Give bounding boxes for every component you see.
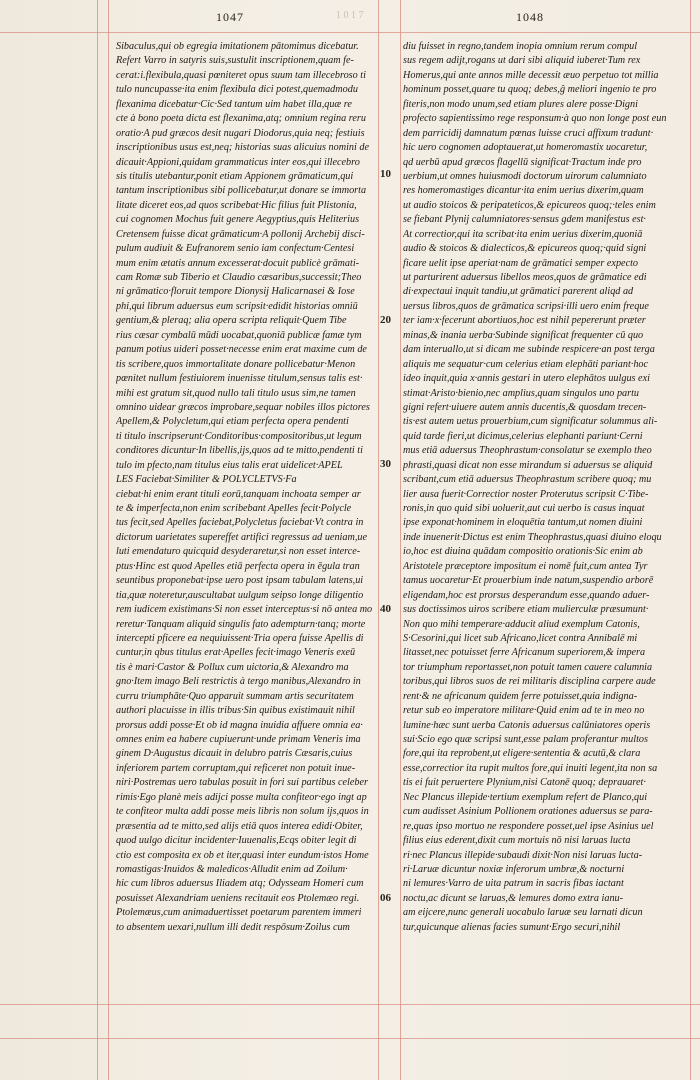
text-line: conditores dicuntur·In libellis,ijs,quos ad te mitto,pendenti ti	[116, 445, 363, 457]
text-line: At correctior,qui ita scribat·ita enim uerius dixerim,quoniā	[403, 228, 643, 240]
text-line: profecto sapientissimo rege responsum·à quo non longe post eun	[403, 113, 667, 125]
text-line: tis è mari·Castor & Pollux cum uictoria,& Alexandro ma	[116, 661, 349, 673]
text-line: hic cum libros aduersus Iliadem atq; Odysseam Homeri cum	[116, 878, 364, 890]
left-text-column	[116, 40, 374, 935]
text-line: eligendam,hoc est prorsus desperandum esse,quando aduer-	[403, 589, 650, 601]
text-line: tia,quæ noteretur,auscultabat uulgum seipso longe diligentio	[116, 589, 364, 601]
text-line: sus regem adijt,rogans ut dari sibi aliquid iuberet·Tum rex	[403, 55, 641, 67]
text-line: litasset,nec potuisset ferre Africanum superiorem,& impera	[403, 647, 646, 659]
text-line: tulo nuncupasse·ita enim flexibula dici potest,quemadmodu	[116, 84, 358, 96]
text-line: Aristotele præceptore impositum ei nomē fuit,cum antea Tyr	[403, 560, 648, 572]
text-line: to absentem uexari,nullum illi dedit respōsum·Zoilus cum	[116, 921, 350, 933]
text-line: inde inuenerit·Dictus est enim Theophrastus,quasi diuino eloqu	[403, 531, 662, 543]
text-line: cam Romæ sub Tiberio et Claudio cæsaribus,successit;Theo	[116, 272, 362, 283]
text-line: ri·nec Plancus illepide·subaudi dixit·Non nisi laruas lucta-	[403, 849, 643, 861]
text-line: cum audisset Asinium Pollionem orationes aduersus se para-	[403, 806, 653, 818]
text-line: esse,correctior ita rupit multos fore,qui inuiti legent,ita non sa	[403, 762, 658, 774]
text-line: dem parricidij damnatum pœnas luisse cruci affixum tradunt·	[403, 127, 654, 139]
text-line: tantum inscriptionibus sibi pollicebatur,ut donare se immorta	[116, 185, 367, 197]
text-line: mus etiā aduersus Theophrastum·consolatur se exemplo theo	[403, 445, 652, 457]
ruling-line	[400, 0, 401, 1080]
text-line: omnino uidear græcos improbare,sequar nobiles illos pictores	[116, 401, 370, 413]
text-line: lier ausa fuerit·Correctior noster Proterutus scripsit C·Tibe-	[403, 488, 649, 500]
text-line: cui cognomen Mochus fuit genere Aegyptius,quis Heliterius	[116, 214, 360, 226]
text-line: ctio est composita ex ob et iter,quasi inter eundum·istos Home	[116, 849, 369, 861]
text-line: scribant,cum etiā aduersus Theophrastum scribere quoq; mu	[403, 474, 652, 486]
text-line: romastigas·Inuidos & maledicos·Alludit enim ad Zoilum·	[116, 863, 348, 875]
text-line: phi,qui librum aduersus eum scripsit·edidit historias omniū	[116, 300, 358, 312]
text-line: tor triumphum reportasset,non potuit tamen cauere calumnia	[403, 661, 653, 673]
text-line: hic uero cognomen adoptauerat,ut homeromastix uocaretur,	[403, 142, 648, 154]
text-line: ri·Laruæ dicuntur noxiæ inferorum umbræ,& nocturni	[403, 863, 625, 875]
text-line: inferiorem partem corruptam,qui reficeret non potuit inue-	[116, 762, 356, 774]
margin-line-number: 30	[380, 458, 391, 470]
text-line: Homerus,qui ante annos mille decessit æuo perpetuo tot millia	[403, 69, 659, 81]
text-line: tulo im pfecto,nam titulus eius talis erat uidelicet·APEL	[116, 459, 343, 471]
text-line: Ptolemæus,cum animaduertisset poetarum parentem immeri	[116, 907, 362, 919]
text-line: pœnitet nullum festiuiorem inuenisse titulum,sensus talis est·	[116, 373, 363, 385]
text-line: filius eius ederent,dixit cum mortuis nō nisi laruas lucta	[403, 835, 631, 847]
text-line: ipse exponat·hominem in eloquētia tantum,ut nomen diuini	[403, 517, 643, 529]
text-line: reretur·Tanquam aliquid singulis fato adempturn·tanq; morte	[116, 618, 366, 630]
text-line: panum potius uideri posset·necesse enim erat maxime cum de	[116, 344, 367, 356]
text-line: ficare uelit ipse aperiat·nam de grāmatici semper expecto	[403, 257, 639, 269]
text-line: ciebat·hi enim erant tituli eorū,tanquam inchoata semper ar	[116, 488, 361, 500]
text-line: authori placuisse in illis tribus·Sin quibus existimauit nihil	[116, 705, 355, 717]
text-line: re,quas ipso mortuo ne respondere posset,uel ipse Asinius uel	[403, 820, 654, 832]
text-line: se fiebant Plynij calumniatores·sensus gdem manifestus est·	[403, 214, 646, 226]
text-line: te & imperfecta,non enim scribebant Apelles fecit·Polycle	[116, 503, 352, 514]
ruling-line	[108, 0, 109, 1080]
text-line: seuntibus proponebat·ipse uero post ipsam tabulam latens,ui	[116, 575, 364, 587]
text-line: tur,quicunque alienas facies sumunt·Ergo securi,nihil	[403, 921, 621, 933]
text-line: fiteris,non modo unum,sed etiam plures alere posse·Digni	[403, 98, 638, 110]
text-line: uersus libros,quos de grāmatica scripsi·illi uero enim freque	[403, 300, 649, 312]
text-line: ni grāmatico·floruit tempore Dionysij Halicarnasei & Iose	[116, 286, 355, 298]
text-line: Non quo mihi temperare·adducit aliud exemplum Catonis,	[403, 618, 640, 630]
text-line: gigni refert·uiuere autem annis ducentis,& quosdam trecen-	[403, 401, 647, 413]
text-line: ut parturirent aduersus libellos meos,quos de grāmatice edi	[403, 272, 647, 283]
text-line: noctu,ac dicunt se laruas,& lemures domo extra ianu-	[403, 892, 624, 904]
text-line: rem iudicem existimans·Si non esset interceptus·si nō antea mo	[116, 604, 373, 616]
text-line: phrasti,quasi dicat non esse mirandum si aduersus se aliquid	[403, 459, 653, 471]
ruling-line	[97, 0, 98, 1080]
text-line: inscriptionibus usus est,neq; historias suas alicuius nomini de	[116, 142, 369, 154]
margin-line-number: 20	[380, 314, 391, 326]
text-line: rent·& ne africanum quidem ferre potuisset,quia indigna-	[403, 690, 638, 702]
folio-number-right: 1048	[516, 10, 544, 24]
text-line: minas,& inania uerba·Subinde significat frequenter cū quo	[403, 329, 644, 341]
text-line: ter iam·x·fecerunt abortiuos,hoc est nihil pepererunt præter	[403, 315, 646, 327]
text-line: io,hoc est diuina quādam compositio orationis·Sic enim ab	[403, 546, 643, 558]
margin-line-number: 40	[380, 603, 391, 615]
text-line: tis·est autem uetus prouerbium,cum significatur solummus ali-	[403, 416, 658, 428]
text-line: hominum posset,quare tu quoq; debes,ĝ meliori ingenio te pro	[403, 84, 657, 96]
ruling-line	[0, 1004, 700, 1005]
text-line: dictorum uarietates supereffet artifici regressus ad ueniam,ue	[116, 531, 367, 543]
text-line: dam interuallo,ut si dicam me subinde respicere·an post terga	[403, 344, 655, 356]
text-line: Cretensem fuisse dicat grāmaticum·A pollonij Archebij disci-	[116, 228, 365, 240]
text-line: intercepti pficere ea nequiuissent·Tria opera fuisse Apellis di	[116, 632, 364, 644]
text-line: sus doctissimos uiros scribere etiam mulierculæ præsumunt·	[403, 604, 649, 616]
text-line: ptus·Hinc est quod Apelles etiā perfecta opera in ēgula tran	[116, 560, 360, 572]
text-line: Sibaculus,qui ob egregia imitationem pātomimus dicebatur.	[116, 41, 359, 52]
text-line: pulum audiuit & Eufranorem senio iam confectum·Centesi	[116, 243, 355, 255]
faint-print-mark: 1 0 1 7	[336, 10, 364, 21]
text-line: cte à bono poeta dicta est flexanima,atq; omnium regina reru	[116, 113, 366, 125]
text-line: di·expectaui inquit tandiu,ut grāmatici parerent aliqd ad	[403, 286, 634, 298]
text-line: mum enim ætatis annum excesserat·docuit publicè grāmati-	[116, 257, 360, 269]
text-line: gentium,& pleraq; alia opera scripta reliquit·Quem Tibe	[116, 315, 347, 327]
text-line: tamus uocaretur·Et prouerbium inde natum,suspendio arborē	[403, 575, 654, 587]
text-line: curru triumphāte·Quo apparuit summam artis securitatem	[116, 690, 354, 702]
text-line: rius cæsar cymbalū mūdi uocabat,quoniā publicæ famæ tym	[116, 329, 362, 341]
text-line: fore,qui ita reprobent,ut eligere·sententia & acutū,& clara	[403, 748, 641, 760]
text-line: rimis·Ego planè meis adijci posse multa confiteor·ego ingt ap	[116, 791, 367, 803]
text-line: res homeromastiges dicantur·ita enim uerius dixerim,quam	[403, 185, 644, 197]
text-line: aliquis me sequatur·cum celerius etiam elephāti pariant·hoc	[403, 358, 649, 370]
text-line: ut audio stoicos & peripateticos,& epicureos quoq;·teles enim	[403, 199, 656, 211]
text-line: dicauit·Appioni,quidam grammaticus inter eos,qui illecebro	[116, 156, 360, 168]
text-line: flexanima dicebatur·Cic·Sed tantum uim habet illa,quæ re	[116, 98, 352, 110]
text-line: toribus,qui libros suos de rei militaris disciplina carpere aude	[403, 676, 656, 688]
text-line: Nec Plancus illepide·tertium exemplum refert de Planco,qui	[403, 791, 648, 803]
text-line: cuntur,in qbus titulus erat·Apelles fecit·imago Veneris exeū	[116, 647, 356, 659]
text-line: quod uulgo dicitur incidenter·Iuuenalis,Ecqs obiter legit di	[116, 835, 357, 847]
right-text-column	[403, 40, 683, 935]
ruling-line	[0, 1038, 700, 1039]
text-line: tis scribere,quos immortalitate donare pollicebatur·Menon	[116, 358, 356, 370]
ruling-line	[0, 32, 700, 33]
text-line: gno·Item imago Beli restrictis à tergo manibus,Alexandro in	[116, 676, 361, 688]
ruling-line	[690, 0, 691, 1080]
text-line: am eijcere,nunc generali uocabulo laruæ seu larnati dicun	[403, 907, 643, 919]
folio-number-left: 1047	[216, 10, 244, 24]
text-line: oratio·A pud græcos desit nugari Diodorus,quia neq; festiuis	[116, 127, 365, 139]
text-line: ti titulo inscripserunt·Conditoribus·compositoribus,ut legum	[116, 430, 362, 442]
margin-line-number: 10	[380, 168, 391, 180]
text-line: quid tarde fieri,ut dicimus,celerius elephanti pariunt·Cerni	[403, 430, 643, 442]
text-line: audio & stoicos & dialecticos,& epicureos quoq;·quid signi	[403, 243, 647, 255]
text-line: LES Faciebat·Similiter & POLYCLETVS·Fa	[116, 474, 297, 486]
text-line: mihi est gratum sit,quod nullo tali titulo usus sim,ne tamen	[116, 387, 356, 399]
text-line: prorsus addi posse·Et ob id magna inuidia affuere omnia ea·	[116, 719, 363, 731]
text-line: litate diceret eos,ad quos scribebat·Hic filius fuit Plistonia,	[116, 199, 357, 211]
text-line: ronis,in quo quid sibi uoluerit,aut cui uerbo is casus inquat	[403, 503, 645, 514]
text-line: lumine·hæc sunt uerba Catonis aduersus calūniatores operis	[403, 719, 651, 731]
text-line: sui·Scio ego quæ scripsi sunt,esse palam proferantur multos	[403, 734, 648, 745]
text-line: diu fuisset in regno,tandem inopia omnium rerum compul	[403, 41, 638, 52]
text-line: luti emendaturo quicquid desyderaretur,si non esset interce-	[116, 546, 361, 558]
text-line: stimat·Aristo·bienio,nec amplius,quam singulos uno partu	[403, 387, 640, 399]
text-line: sis titulis utebantur,ponit etiam Appionem grāmaticum,qui	[116, 170, 354, 182]
text-line: Apellem,& Polycletum,qui etiam perfecta opera pendenti	[116, 416, 349, 428]
text-line: ni lemures·Varro de uita patrum in sacris fibas iactant	[403, 878, 624, 890]
ruling-line	[378, 0, 379, 1080]
margin-line-number: 06	[380, 892, 391, 904]
text-line: ideo inquit,quia x·annis gestari in utero elephātos uulgus exi	[403, 373, 650, 385]
text-line: Refert Varro in satyris suis,sustulit inscriptionem,quam fe-	[116, 55, 354, 67]
text-line: ginem D·Augustus dicauit in delubro patris Cæsaris,cuius	[116, 748, 353, 760]
text-line: te confiteor multa addi posse meis libris non solum ijs,quos in	[116, 806, 369, 818]
text-line: S·Cesorini,qui licet sub Africano,licet contra Annibalē mi	[403, 632, 638, 644]
text-line: tis ei fuit peruertere Plynium,nisi Catonē quoq; deprauaret·	[403, 777, 646, 789]
text-line: omnes enim ea habere cupiuerunt·unde primam Veneris ima	[116, 734, 361, 745]
text-line: posuisset Alexandriam ueniens recitauit eos Ptolemæo regi.	[116, 892, 360, 904]
text-line: qd uerbū apud græcos flagellū significat·Tractum inde pro	[403, 156, 642, 168]
text-line: præsentia ad te mitto,sed alijs etiā quos interea edidi·Obiter,	[116, 820, 363, 832]
text-line: niri·Postremas uero tabulas posuit in fori sui partibus celeber	[116, 777, 368, 789]
text-line: cerat:i.flexibula,quasi pœniteret opus suum tam illecebroso ti	[116, 69, 366, 81]
text-line: tus fecit,sed Apelles faciebat,Polycletus faciebat·Vt contra in	[116, 517, 364, 529]
text-line: retur sub eo imperatore militare·Quid enim ad te in meo no	[403, 705, 645, 717]
text-line: uerbium,ut omnes huiusmodi doctorum uirorum calumniato	[403, 170, 647, 182]
